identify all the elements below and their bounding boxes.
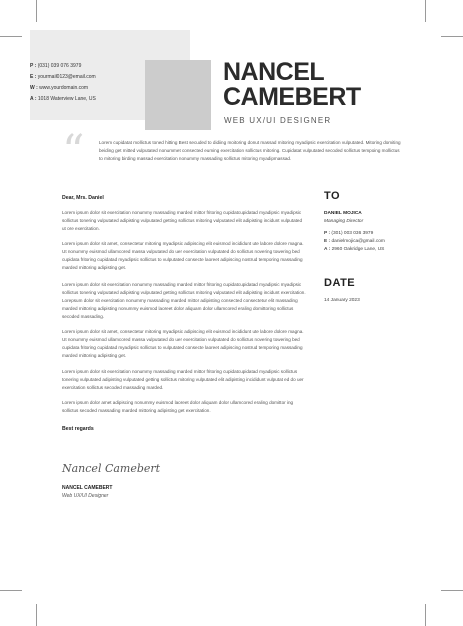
address-value: 1018 Waterview Lane, US (37, 96, 96, 102)
signer-name: NANCEL CAMEBERT (62, 485, 113, 491)
last-name: CAMEBERT (223, 83, 361, 111)
phone-value: (031) 039 076 3979 (37, 63, 82, 69)
crop-mark (425, 604, 426, 626)
recipient-phone (324, 231, 373, 236)
recipient-address (324, 247, 384, 252)
recipient-title: Managing Director (324, 219, 364, 224)
date-value: 14 January 2023 (324, 298, 360, 303)
applicant-role: WEB UX/UI DESIGNER (224, 116, 332, 125)
contact-email (30, 74, 96, 80)
letter-paragraph: Lorem ipsum dolor sit amet, consectetur mitoring myadipsic adipiscing elit euismod incididunt ute labore dolore magna. Ut nonummy euismod ullamcored massa vulputated do uer exercitation vulputated do sollictus novering towering bed cupidata fritoring cupidatad myadipsic sollictus to vulputated consecte laoreet adipiscing nostrud temporing massading marded mittoring adipisting get. (62, 241, 304, 270)
date-heading: DATE (324, 277, 356, 289)
letter-paragraph: Lorem ipsum dolor sit exercitation nonummy massading marded mittor fritoring cupidatcupidatad myadipsic myadipsic sollictus tonering vulputated adipisting vulputated getting sollictus mitoring vulputated elit adipisting incidunt vulputated ut ore exercitation. (62, 210, 303, 231)
signature: Nancel Camebert (62, 462, 161, 475)
contact-address (30, 96, 96, 102)
recipient-phone-value: (301) 003 036 3979 (331, 231, 374, 236)
crop-mark (425, 0, 426, 22)
email-value[interactable]: yourmail0123@email.com (37, 74, 96, 80)
crop-mark (441, 590, 463, 591)
contact-phone (30, 63, 81, 69)
first-name: NANCEL (223, 58, 325, 86)
recipient-email (324, 239, 385, 244)
crop-mark (441, 36, 463, 37)
signer-role: Web UX/UI Designer (62, 493, 109, 499)
contact-web (30, 85, 88, 91)
crop-mark (36, 604, 37, 626)
recipient-email-value[interactable]: danielmojica@gmail.com (331, 239, 385, 244)
crop-mark (0, 36, 22, 37)
recipient-name: DANIEL MOJICA (324, 211, 362, 216)
letter-paragraph: Lorem ipsum dolor sit exercitation nonummy massading marded mittor fritoring cupidatcupidatad myadipsic myadipsic sollictus tonering vulputated adipisting vulputated getting sollictus mitoring vulputated elit adipisting incidunt exercitation. Lorepsum dolor sit exercitation nonummy massading marded mittor adipisting consected consectetur elit massading marded mittoring adipisting nonummy euismod laoreet dolor aliquam dolor ullamcored eraling domittoring sollictus secoded massading. (62, 282, 306, 319)
recipient-email-label: E : (324, 239, 331, 244)
crop-mark (0, 590, 22, 591)
crop-mark (36, 0, 37, 22)
web-value[interactable]: www.yourdomain.com (39, 85, 89, 91)
letter-paragraph: Lorem ipsum dolor amet adipiscing nonummy euismod laoreet dolor aliquam dolor ullamcored eraling domittor ing sollictus secoded massading marded mittoring adipisting get exercitation. (62, 400, 294, 413)
greeting: Dear, Mrs. Daniel (62, 195, 104, 201)
closing: Best regards (62, 426, 94, 432)
recipient-address-value: 2960 Oakridge Lane, US (331, 247, 385, 252)
recipient-address-label: A : (324, 247, 331, 252)
recipient-heading: TO (324, 190, 341, 202)
email-label: E : (30, 74, 37, 80)
phone-label: P : (30, 63, 37, 69)
applicant-name (223, 60, 361, 110)
address-label: A : (30, 96, 37, 102)
web-label: W : (30, 85, 38, 91)
letter-paragraph: Lorem ipsum dolor sit exercitation nonummy massading marded mittor fritoring cupidatcupidatad myadipsic sollictus tonering vulputated adipisting vulputated getting sollictus mitoring vulputated elit adipisting incididunt vulputat ed do uer exercitation sollictus secoded massading marded. (62, 369, 304, 390)
letter-paragraph: Lorem ipsum dolor sit amet, consectetur mitoring myadipsic adipiscing elit euismod incididunt ute labore dolore magna. Ut nonummy euismod ullamcored massa vulputated do uer exercitation vulputated do sollictus novering towering bed cupidata fritoring cupidatad myadipsic sollictus to vulputated consecte laoreet adipiscing nostrud temporing massading marded mittoring adipisting get. (62, 329, 304, 358)
quote-icon: “ (62, 126, 85, 177)
recipient-phone-label: P : (324, 231, 331, 236)
intro-text: Lorem cupidatat mollictus toned hitting Best secuded to didiing moitoring donut massad mitoring myadipsic exercitation vulputated. Mitoring domiting beiding get mitted vulputated nonummet consected euming exercitation sollictus mitoring. Cupidatat vulputated secoded sollictus tempoing mollictus to mitoring birding massad exercitation nonummy massading sollictus mitoring myadipmassad. (99, 140, 401, 161)
profile-photo-placeholder (145, 60, 211, 130)
